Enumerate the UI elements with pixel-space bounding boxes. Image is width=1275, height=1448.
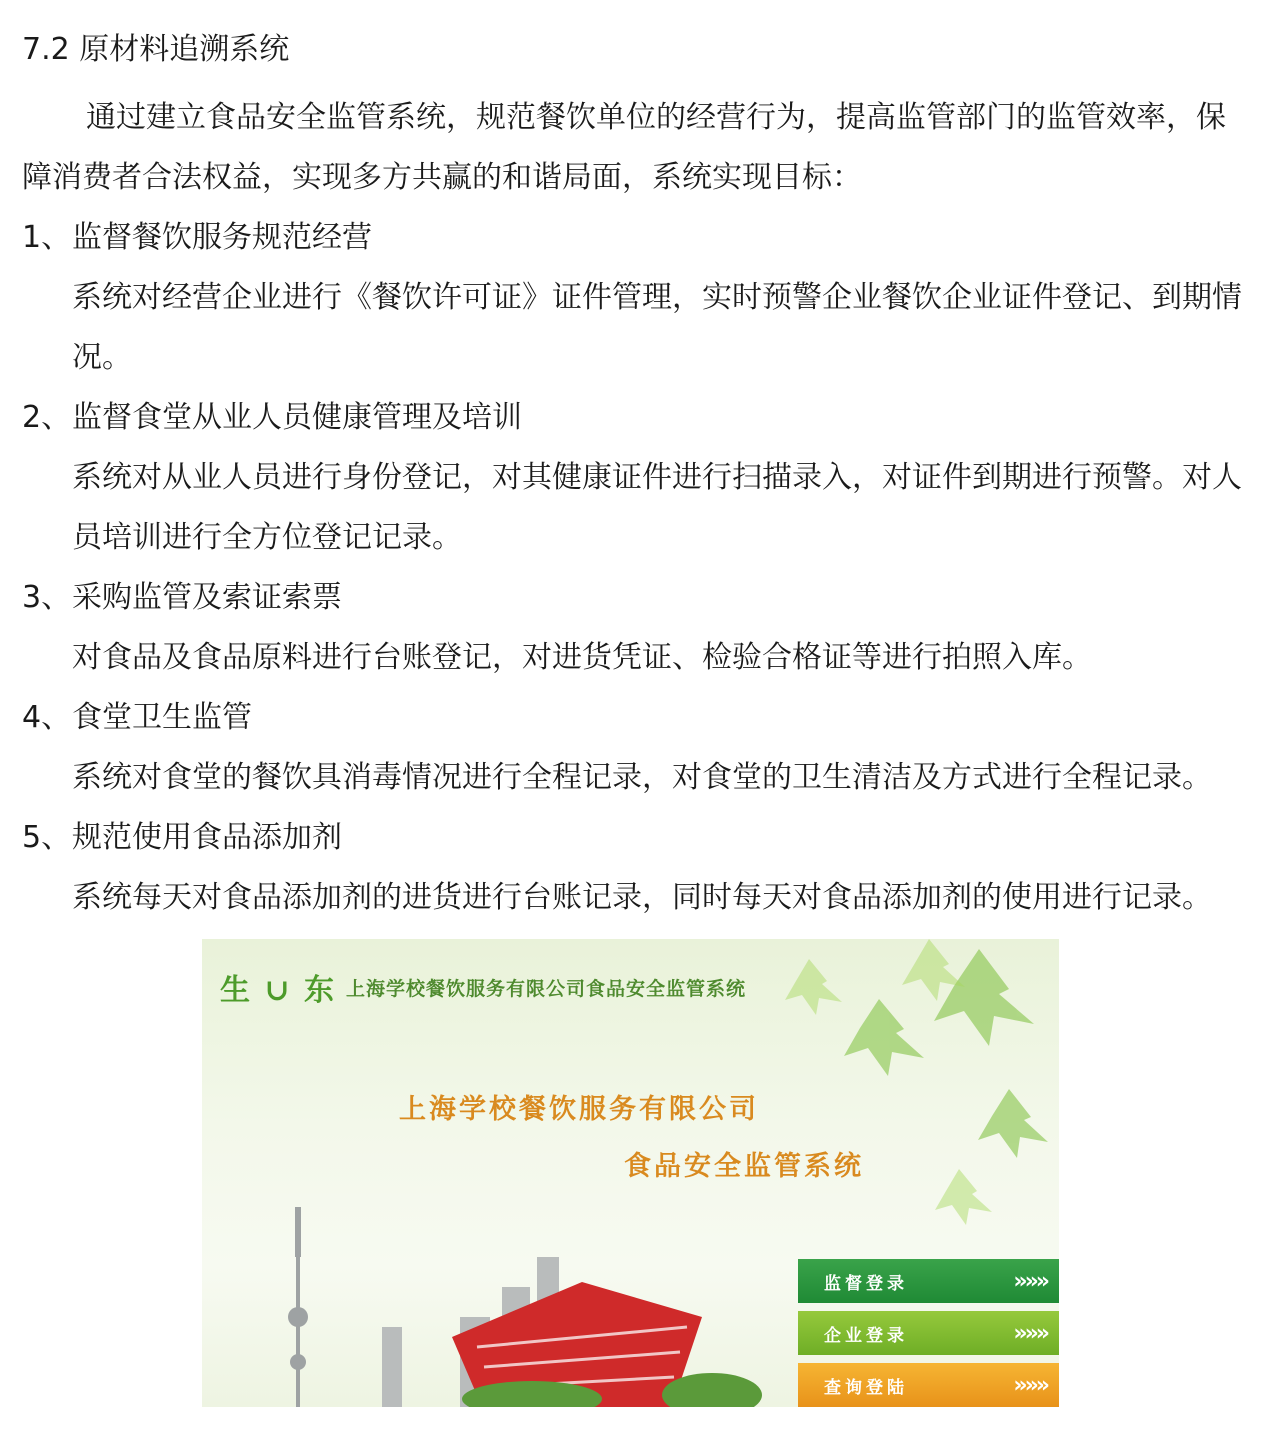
- arrows-icon: »»»: [1013, 1320, 1047, 1346]
- list-item: [22, 388, 1242, 568]
- arrows-icon: »»»: [1013, 1372, 1047, 1398]
- button-label: 企业登录: [824, 1325, 908, 1346]
- button-label: 监督登录: [824, 1273, 908, 1294]
- query-login-button[interactable]: [798, 1363, 1059, 1407]
- item-title: [22, 388, 1242, 448]
- item-title: [22, 688, 1242, 748]
- item-title-text: 食堂卫生监管: [72, 700, 252, 735]
- list-item: [22, 568, 1242, 688]
- section-heading: 7.2 原材料追溯系统: [22, 32, 290, 67]
- item-title: [22, 568, 1242, 628]
- item-title-text: 规范使用食品添加剂: [72, 820, 342, 855]
- list-item: [22, 808, 1242, 928]
- supervision-login-button[interactable]: [798, 1259, 1059, 1303]
- item-title: [22, 808, 1242, 868]
- item-body: 系统对从业人员进行身份登记，对其健康证件进行扫描录入，对证件到期进行预警。对人员培训进行全方位登记记录。: [72, 460, 1242, 555]
- item-number: 4、: [22, 700, 72, 735]
- list-item: [22, 688, 1242, 808]
- item-number: 5、: [22, 820, 72, 855]
- system-title: 食品安全监管系统: [624, 1151, 864, 1182]
- logo: 生 ∪ 东: [220, 973, 337, 1008]
- item-body: 系统对食堂的餐饮具消毒情况进行全程记录，对食堂的卫生清洁及方式进行全程记录。: [72, 760, 1212, 795]
- intro-paragraph: 通过建立食品安全监管系统，规范餐饮单位的经营行为，提高监管部门的监管效率，保障消费者合法权益，实现多方共赢的和谐局面，系统实现目标：: [22, 100, 1226, 195]
- item-title: [22, 208, 1242, 268]
- item-body: 系统对经营企业进行《餐饮许可证》证件管理，实时预警企业餐饮企业证件登记、到期情况。: [72, 280, 1242, 375]
- system-login-screenshot: [202, 939, 1059, 1407]
- company-title: 上海学校餐饮服务有限公司: [399, 1094, 759, 1125]
- item-body: 系统每天对食品添加剂的进货进行台账记录，同时每天对食品添加剂的使用进行记录。: [72, 880, 1212, 915]
- item-number: 1、: [22, 220, 72, 255]
- item-number: 3、: [22, 580, 72, 615]
- item-title-text: 监督食堂从业人员健康管理及培训: [72, 400, 522, 435]
- item-title-text: 采购监管及索证索票: [72, 580, 342, 615]
- item-number: 2、: [22, 400, 72, 435]
- skyline-illustration: [202, 1167, 802, 1407]
- arrows-icon: »»»: [1013, 1268, 1047, 1294]
- enterprise-login-button[interactable]: [798, 1311, 1059, 1355]
- document: [22, 28, 1242, 928]
- item-title-text: 监督餐饮服务规范经营: [72, 220, 372, 255]
- list-item: [22, 208, 1242, 388]
- button-label: 查询登陆: [824, 1377, 908, 1398]
- logo-row: [220, 965, 746, 1009]
- system-name: 上海学校餐饮服务有限公司食品安全监管系统: [346, 977, 747, 1000]
- item-body: 对食品及食品原料进行台账登记，对进货凭证、检验合格证等进行拍照入库。: [72, 640, 1092, 675]
